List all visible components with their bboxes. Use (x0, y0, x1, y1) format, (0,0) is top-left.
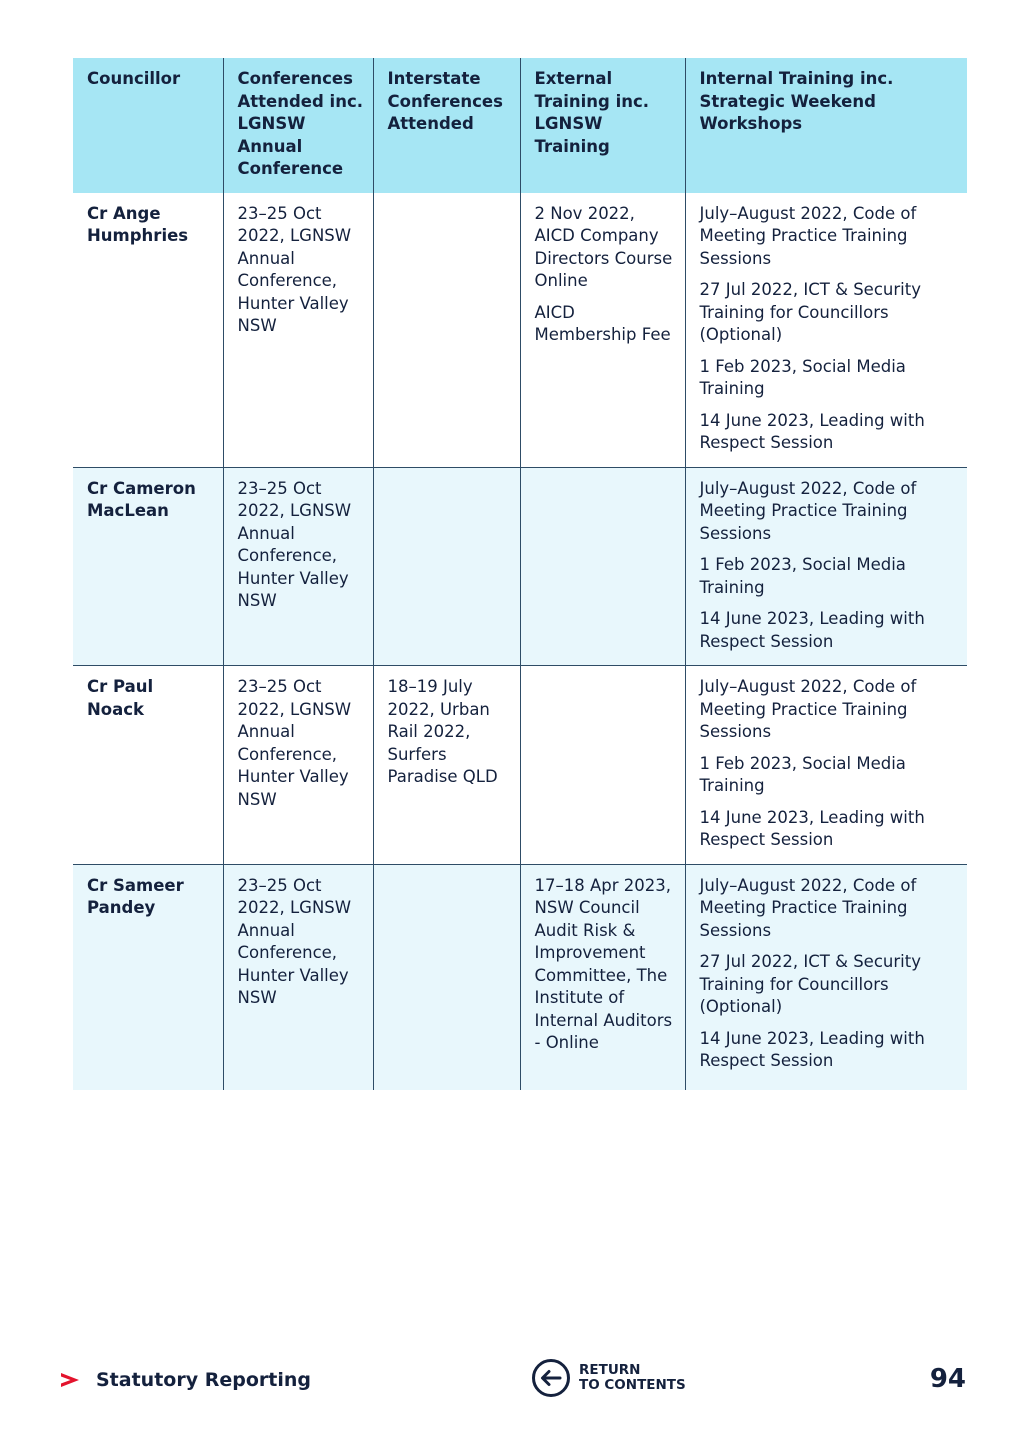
internal-training-item: 27 Jul 2022, ICT & Security Training for Councillors (Optional) (699, 280, 921, 344)
conferences-cell: 23–25 Oct 2022, LGNSW Annual Conference, Hunter Valley NSW (223, 666, 373, 865)
councillor-name: Cr Paul Noack (87, 677, 154, 719)
external-training-item: 17–18 Apr 2023, NSW Council Audit Risk & Improvement Committee, The Institute of Internal Auditors - Online (534, 875, 673, 1052)
internal-training-item: July–August 2022, Code of Meeting Practice Training Sessions (699, 203, 917, 268)
interstate-cell (373, 193, 520, 468)
conferences-cell: 23–25 Oct 2022, LGNSW Annual Conference, Hunter Valley NSW (223, 864, 373, 1090)
interstate-cell (373, 467, 520, 666)
return-label-line1: RETURN (579, 1362, 641, 1378)
header-internal-training: Internal Training inc. Strategic Weekend Workshops (685, 58, 967, 193)
internal-training-item: 1 Feb 2023, Social Media Training (699, 753, 906, 795)
table-row (73, 193, 967, 468)
internal-training-item: July–August 2022, Code of Meeting Practice Training Sessions (699, 875, 917, 940)
section-title: Statutory Reporting (96, 1369, 311, 1391)
internal-training-item: 1 Feb 2023, Social Media Training (699, 555, 906, 597)
conferences-cell: 23–25 Oct 2022, LGNSW Annual Conference, Hunter Valley NSW (223, 193, 373, 468)
chevron-right-icon (58, 1368, 82, 1392)
return-to-contents-link[interactable] (531, 1358, 699, 1398)
external-training-cell (520, 467, 685, 666)
external-training-item: AICD Membership Fee (534, 302, 671, 344)
internal-training-cell (685, 864, 967, 1090)
table-header-row (73, 58, 967, 193)
page-number: 94 (929, 1364, 966, 1394)
table-row (73, 864, 967, 1090)
councillor-name: Cr Cameron MacLean (73, 467, 223, 666)
internal-training-item: 1 Feb 2023, Social Media Training (699, 356, 906, 398)
header-conferences: Conferences Attended inc. LGNSW Annual Conference (223, 58, 373, 193)
councillor-name: Cr Sameer Pandey (73, 864, 223, 1090)
arrow-left-circle-icon[interactable] (531, 1358, 571, 1398)
internal-training-cell (685, 666, 967, 865)
councillor-name: Cr Ange Humphries (87, 203, 189, 245)
internal-training-cell (685, 467, 967, 666)
internal-training-item: July–August 2022, Code of Meeting Practice Training Sessions (699, 677, 917, 741)
table-row (73, 467, 967, 666)
internal-training-cell (685, 193, 967, 468)
internal-training-item: 14 June 2023, Leading with Respect Session (699, 807, 925, 849)
internal-training-item: 14 June 2023, Leading with Respect Session (699, 410, 925, 452)
internal-training-item: July–August 2022, Code of Meeting Practice Training Sessions (699, 478, 917, 543)
header-interstate: Interstate Conferences Attended (373, 58, 520, 193)
external-training-cell (520, 666, 685, 865)
header-external-training: External Training inc. LGNSW Training (520, 58, 685, 193)
return-label[interactable] (579, 1363, 699, 1393)
conferences-cell: 23–25 Oct 2022, LGNSW Annual Conference, Hunter Valley NSW (223, 467, 373, 666)
internal-training-item: 27 Jul 2022, ICT & Security Training for Councillors (Optional) (699, 952, 921, 1016)
interstate-cell (373, 864, 520, 1090)
external-training-cell (520, 193, 685, 468)
external-training-cell (520, 864, 685, 1090)
internal-training-item: 14 June 2023, Leading with Respect Session (699, 1028, 925, 1070)
header-councillor: Councillor (73, 58, 223, 193)
external-training-item: 2 Nov 2022, AICD Company Directors Course Online (534, 203, 673, 290)
internal-training-item: 14 June 2023, Leading with Respect Session (699, 609, 925, 651)
footer-section-label (58, 1368, 311, 1392)
table-row (73, 666, 967, 865)
return-label-line2: TO CONTENTS (579, 1377, 686, 1393)
councillor-training-table (73, 58, 967, 1090)
interstate-cell: 18–19 July 2022, Urban Rail 2022, Surfers Paradise QLD (373, 666, 520, 865)
